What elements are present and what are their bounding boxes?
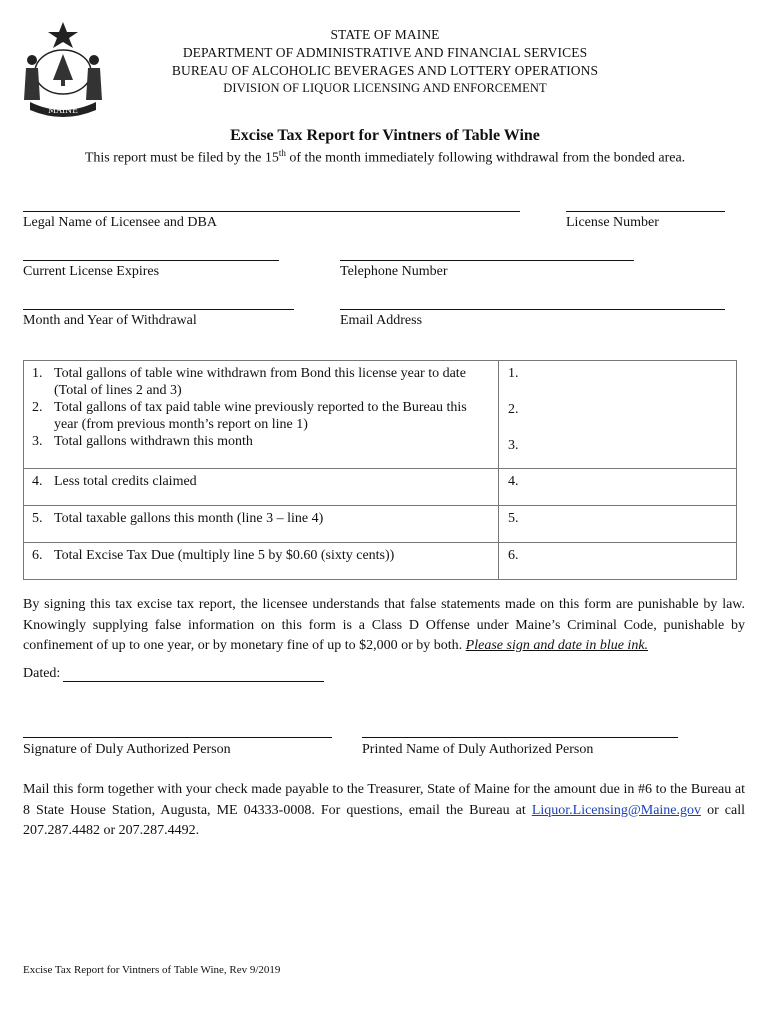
email-label: Email Address (340, 313, 423, 328)
bureau-email-link[interactable]: Liquor.Licensing@Maine.gov (531, 802, 702, 818)
license-number-label: License Number (566, 215, 659, 230)
item-number: 6. (32, 548, 43, 563)
list-item (32, 399, 490, 433)
mail-instructions: Mail this form together with your check made payable to the Treasurer, State of Maine for the amount due in #6 to the Bureau at 8 State House Station, Augusta, ME 04333-0008. For questions, email the Bureau at Liquor.Licensing@Maine.gov or call 207.287.4482 or 207.287.4492. (23, 782, 745, 838)
table-row (24, 469, 737, 506)
item-answer-cell[interactable] (499, 361, 737, 469)
dated-label: Dated: (23, 666, 61, 681)
svg-text:MAINE: MAINE (48, 106, 78, 115)
list-item (32, 473, 490, 490)
form-subtitle: This report must be filed by the 15th of the month immediately following withdrawal from the bonded area. (84, 148, 686, 166)
item-answer-label: 2. (508, 402, 519, 417)
item-answer-label: 5. (508, 511, 519, 526)
item-text: Less total credits claimed (54, 474, 197, 489)
item-description-cell (24, 361, 499, 469)
table-row (24, 506, 737, 543)
item-answer-cell[interactable] (499, 506, 737, 543)
license-expires-label: Current License Expires (23, 264, 160, 279)
table-row (24, 543, 737, 580)
item-answer-label: 6. (508, 548, 519, 563)
department-heading: DEPARTMENT OF ADMINISTRATIVE AND FINANCIAL SERVICES (182, 45, 588, 60)
item-text: Total gallons of table wine withdrawn from Bond this license year to date (Total of lines 2 and 3) (54, 366, 466, 398)
maine-state-seal-icon (18, 20, 108, 120)
withdrawal-month-field[interactable] (23, 309, 294, 310)
item-number: 2. (32, 400, 43, 415)
dated-field[interactable] (63, 681, 324, 682)
item-description-cell (24, 506, 499, 543)
form-title: Excise Tax Report for Vintners of Table Wine (230, 127, 540, 144)
item-text: Total taxable gallons this month (line 3 – line 4) (54, 511, 324, 526)
item-number: 1. (32, 366, 43, 381)
withdrawal-month-label: Month and Year of Withdrawal (23, 313, 197, 328)
state-heading: STATE OF MAINE (330, 27, 440, 42)
signature-field[interactable] (23, 737, 332, 738)
item-answer-label: 3. (508, 438, 519, 453)
item-answer-cell[interactable] (499, 469, 737, 506)
item-text: Total Excise Tax Due (multiply line 5 by $0.60 (sixty cents)) (54, 548, 395, 563)
table-row (24, 361, 737, 469)
item-number: 4. (32, 474, 43, 489)
legal-name-field[interactable] (23, 211, 520, 212)
blue-ink-instruction: Please sign and date in blue ink. (465, 638, 649, 653)
item-description-cell (24, 469, 499, 506)
item-answer-cell[interactable] (499, 543, 737, 580)
telephone-label: Telephone Number (340, 264, 448, 279)
footer-revision: Excise Tax Report for Vintners of Table Wine, Rev 9/2019 (23, 964, 281, 976)
telephone-field[interactable] (340, 260, 634, 261)
list-item (32, 547, 490, 564)
division-heading: DIVISION OF LIQUOR LICENSING AND ENFORCEMENT (223, 81, 547, 95)
item-answer-label: 4. (508, 474, 519, 489)
signature-label: Signature of Duly Authorized Person (23, 742, 231, 757)
list-item (32, 365, 490, 399)
signing-statement: By signing this tax excise tax report, the licensee understands that false statements made on this form are punishable by law. Knowingly supplying false information on this form is a Class D Offense under Maine’s Criminal Code, punishable by confinement of up to one year, or by monetary fine of up to $2,000 or by both. Please sign and date in blue ink. (23, 597, 745, 653)
item-answer-label: 1. (508, 366, 519, 381)
printed-name-label: Printed Name of Duly Authorized Person (362, 742, 594, 757)
item-description-cell (24, 543, 499, 580)
printed-name-field[interactable] (362, 737, 678, 738)
item-number: 5. (32, 511, 43, 526)
legal-name-label: Legal Name of Licensee and DBA (23, 215, 217, 230)
list-item (32, 433, 490, 450)
email-field[interactable] (340, 309, 725, 310)
item-text: Total gallons of tax paid table wine previously reported to the Bureau this year (from previous month’s report on line 1) (54, 400, 467, 432)
list-item (32, 510, 490, 527)
tax-items-table (23, 360, 737, 580)
item-text: Total gallons withdrawn this month (54, 434, 253, 449)
item-number: 3. (32, 434, 43, 449)
license-expires-field[interactable] (23, 260, 279, 261)
bureau-heading: BUREAU OF ALCOHOLIC BEVERAGES AND LOTTERY OPERATIONS (171, 63, 599, 78)
license-number-field[interactable] (566, 211, 725, 212)
